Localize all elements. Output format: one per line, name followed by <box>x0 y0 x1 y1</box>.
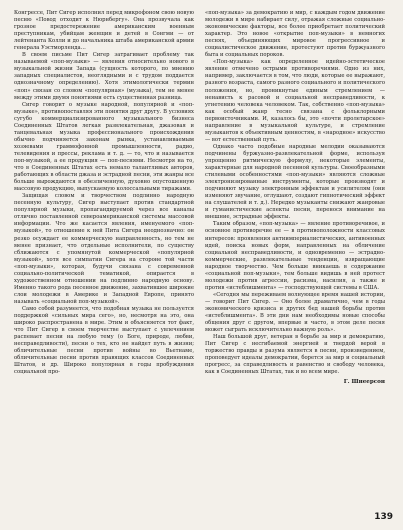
paragraph: Сигер говорит о музыке народной, популярной и «поп-музыке», противопоставляя эти понятия друг другу. В условиях сугубо коммерциализированного музыкального бизнеса Соединенных Штатов легкая развлекательная, джазовая и танцевальная музыка профессионального происхождения обычно подчиняется законам рынка, устанавливаемым хозяевами граммофонной промышленности, радио, телевидения и прессы, реклама и т. д. — то, что и называется поп-музыкой, а ее продукция — поп-песнями. Несмотря на то, что в Соединенных Штатах есть немало талантливых авторов, работающих в области джаза и эстрадной песни, эти жанры все больше вырождаются в обезличенную, духовно опустошенную массовую продукцию, выпускаемую колоссальными тиражами. <box>14 101 194 193</box>
left-column <box>14 10 194 376</box>
author-signature: Г. Шнеерсон <box>343 379 385 386</box>
paragraph: Таким образом, «поп-музыка» — явление противоречивое, и основное противоречие ее — в противоположности классовых интересов: проявления антиимпериалистических, антивоенных идей, поиска новых форм, направленных на обличение социальной несправедливости, и одновременно — эстрадно-коммерческие, развлекательные тенденции, извращающие народное творчество. Чем больше вникаешь в содержание «социальной поп-музыки», тем больше видишь в ней протест молодежи против агрессии, расизма, насилия, а также и против «истеблишмента» — господствующей системы в США. <box>205 221 385 291</box>
paragraph: Само собой разумеется, что подобная музыка не пользуется поддержкой «сильных мира сего», но, несмотря на это, она широко распространена в мире. Этим и объясняется тот факт, что Пит Сигер в своем творчестве выступает с увлечением распевает песни на любую тему (о Боге, природе, любви, несправедливости), песни о тех, кто не найдет путь в жизни; обличительные песни против войны во Вьетнаме, обличительные песни против правящих классов Соединенных Штатов, и др. Широко популярная в годы пробуждения социальной про- <box>14 305 194 376</box>
paragraph: Наш большой друг, ветеран в борьбе за мир и демократию, Пит Сигер с несгибаемой энергией и твердой верой в торжество правды и разума является в песни, произведением, проповедует идеалы демократии, борется за мир и социальный прогресс, за справедливость и равенство и свободу человека, как в Соединенных Штатах, так и во всем мире. <box>205 334 385 376</box>
paragraph: В своем письме Пит Сигер затрагивает проблему так называемой «поп-музыки» — явления относительно нового в музыкальной жизни Запада (сущность которого, по мнению западных специалистов, неоглядными и с трудом поддается однозначному определению). Хотя этимологически термин «поп» связан со словом «популярная» (музыка), тем не менее между этими двумя понятиями есть существенная разница. <box>14 52 194 101</box>
paragraph: «Сегодня мы переживаем волнующее время нашей истории, — говорит Пит Сигер. — Оно более драматично, чем в годы экономического кризиса и других бед нашей борьбы против «истеблишмента». В эти дни нам необходимы новые способы общения друг с другом, впервые и часто, в этом деле песня может сыграть исключительно важную роль». <box>205 291 385 334</box>
page-number: 139 <box>374 512 393 522</box>
magazine-page <box>14 10 392 522</box>
paragraph: «поп-музыка» за демократию и мир, с каждым годом движение молодежи в мире набирает силу, отражая сложные социально-экономические факторы, все более приобретает политический характер. Это новое «открытие поп-музыки» в немногих песнях, объединяющих мировое прогрессивное и социалистическое движение, протестуют против буржуазного быта и социальных пороков. <box>205 10 385 59</box>
right-column <box>205 10 385 386</box>
paragraph: «Поп-музыка» как определенное идейно-эстетическое явление отмечено острыми противоречиями. Одно из них, например, заключается в том, что люди, которые ее выражают, разного возраста, самого разного социального и политического положения, но, проникнутые единым стремлением — ненависть к расовой и социальной несправедливости, к угнетению человека человеком. Так, собственно «поп-музыка» как особый жанр тесно связана с фольклорными первоисточниками. И, казалось бы, это «почти пролетарское» направление в музыкальной культуре, и стремление музыкантов к объективным ценностям, в «народное» искусство — вот естественный путь. <box>205 59 385 143</box>
paragraph: Конгрессе, Пит Сигер исполнил перед микрофоном свою новую песню «Повод отходит к Нюрнбергу». Она прозвучала как грозное предостережение американским военным преступникам, убийцам женщин и детей в Сонгми — от лейтенанта Колли и до начальника штаба американской армии генерала Уэстморленда… <box>14 10 194 52</box>
paragraph: Защищая словом и творчеством подлинно народную песенную культуру, Сигер выступает против стандартной популярной музыки, пропагандируемой через все каналы отлично поставленной североамериканской системы массовой информации. Что же касается явления, именуемого «поп-музыкой», то отношение к ней Пита Сигера неоднозначно: он резко осуждает ее коммерческую направленность, но тем не менее признает, что отдельные исполнители, по существу сближаются с упомянутой коммерческой «популярной музыкой», хотя все симпатии Сигера на стороне той части «поп-музыки», которая, будучи связана с современной социально-политической тематикой, опирается в художественном отношении на подлинно народную основу. Именно такого рода песенное движение, захватившее широкие слои молодежи в Америке и Западной Европе, принято называть «социальной поп-музыкой». <box>14 193 194 305</box>
paragraph: Однако часто подобные народные мелодии оказываются подчинены буржуазно-развлекательной форме, используя упрощенно ритмическую формулу, некоторые элементы, характерные для народной песенной культуры. Своеобразными стилевыми особенностями «поп-музыки» являются сложные электронизированные инструменты, которые производят и подчиняют музыку электронным эффектам и усилителям (они изменяют звучание, оглушают, создают гипнотический эффект на слушателей и т. д.). Нередко музыканты снижают жанровые и гуманистические аспекты песни, перенося внимание на внешние, эстрадные эффекты. <box>205 143 385 221</box>
